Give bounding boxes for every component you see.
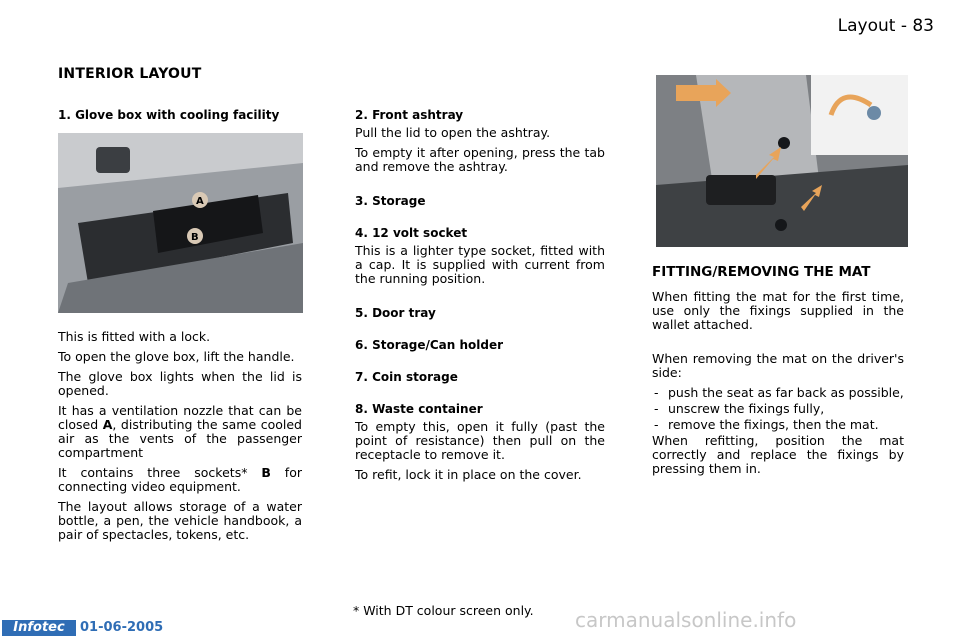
item-8-para-2: To refit, lock it in place on the cover.	[355, 467, 582, 482]
watermark: carmanualsonline.info	[575, 608, 797, 632]
mat-steps-list	[652, 386, 904, 432]
glove-box-para-2: To open the glove box, lift the handle.	[58, 349, 295, 364]
section-title: INTERIOR LAYOUT	[58, 66, 202, 82]
footer-date: 01-06-2005	[80, 620, 164, 635]
list-item: - unscrew the fixings fully,	[652, 402, 904, 416]
glove-box-title: 1. Glove box with cooling facility	[58, 108, 280, 122]
para4-text-end: , distributing the same cooled air as the vents of the passenger compartment	[58, 417, 302, 460]
item-2-title: 2. Front ashtray	[355, 108, 464, 122]
middle-column	[355, 108, 605, 488]
para5-text-end: for connecting video equipment.	[58, 465, 302, 494]
glove-box-para-3: The glove box lights when the lid is opened.	[58, 369, 302, 398]
glove-box-para-6: The layout allows storage of a water bottle, a pen, the vehicle handbook, a pair of spectacles, tokens, etc.	[58, 499, 302, 542]
page-header: Layout - 83	[837, 16, 934, 36]
item-7-title: 7. Coin storage	[355, 370, 458, 384]
item-2-para-1: Pull the lid to open the ashtray.	[355, 125, 551, 140]
item-4-para-1: This is a lighter type socket, fitted with a cap. It is supplied with current from the running position.	[355, 243, 605, 286]
item-6-title: 6. Storage/Can holder	[355, 338, 504, 352]
photo-label-b: B	[191, 232, 199, 243]
glove-box-para-1: This is fitted with a lock.	[58, 329, 211, 344]
photo-label-a: A	[196, 196, 204, 207]
list-item: - remove the fixings, then the mat.	[652, 418, 904, 432]
mat-para-1: When fitting the mat for the first time, use only the fixings supplied in the wallet attached.	[652, 289, 904, 332]
item-8-para-1: To empty this, open it fully (past the point of resistance) then pull on the receptacle to remove it.	[355, 419, 605, 462]
glove-box-photo	[58, 133, 303, 313]
item-4-title: 4. 12 volt socket	[355, 226, 468, 240]
fitting-mat-title: FITTING/REMOVING THE MAT	[652, 264, 871, 280]
mat-para-3: When refitting, position the mat correctly and replace the fixings by pressing them in.	[652, 433, 904, 476]
item-3-title: 3. Storage	[355, 194, 426, 208]
left-column	[58, 108, 302, 126]
footnote: * With DT colour screen only.	[353, 603, 534, 618]
mat-para-2: When removing the mat on the driver's side:	[652, 351, 904, 380]
left-column-text	[58, 330, 302, 548]
para4-text: It has a ventilation nozzle that can be closed	[58, 403, 302, 432]
para5-text: It contains three sockets*	[58, 465, 262, 480]
infotec-logo: Infotec	[2, 620, 76, 636]
label-a: A	[102, 417, 113, 432]
glove-box-para-5	[58, 466, 302, 494]
glove-box-para-4	[58, 404, 302, 460]
item-8-title: 8. Waste container	[355, 402, 483, 416]
label-b: B	[261, 465, 271, 480]
list-item: - push the seat as far back as possible,	[652, 386, 904, 400]
item-2-para-2: To empty it after opening, press the tab and remove the ashtray.	[355, 145, 605, 174]
right-column	[652, 290, 904, 482]
mat-fixing-photo	[656, 75, 908, 247]
item-5-title: 5. Door tray	[355, 306, 436, 320]
